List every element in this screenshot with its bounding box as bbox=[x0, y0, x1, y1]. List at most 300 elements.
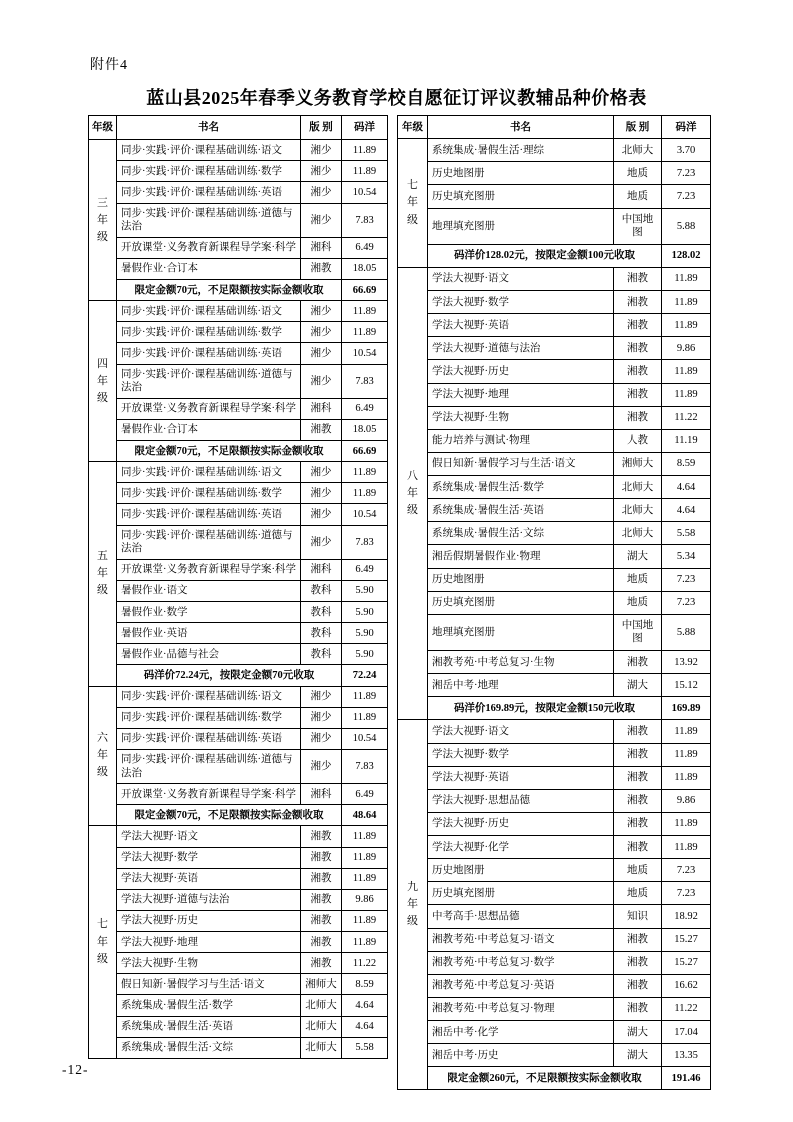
price-cell: 11.19 bbox=[662, 429, 711, 452]
price-cell: 7.23 bbox=[662, 185, 711, 208]
price-cell: 5.90 bbox=[342, 580, 388, 601]
table-row bbox=[398, 859, 711, 882]
price-cell: 11.89 bbox=[662, 360, 711, 383]
book-cell: 学法大视野·数学 bbox=[428, 743, 614, 766]
edition-cell: 湘教 bbox=[614, 928, 662, 951]
table-row bbox=[398, 185, 711, 208]
table-row bbox=[398, 383, 711, 406]
price-cell: 5.88 bbox=[662, 208, 711, 244]
table-row bbox=[398, 429, 711, 452]
book-cell: 地理填充图册 bbox=[428, 614, 614, 650]
table-row bbox=[89, 343, 388, 364]
book-cell: 历史地图册 bbox=[428, 859, 614, 882]
section-footer-label: 码洋价169.89元，按限定金额150元收取 bbox=[428, 697, 662, 720]
price-cell: 11.22 bbox=[342, 953, 388, 974]
edition-cell: 湘少 bbox=[301, 707, 342, 728]
price-cell: 11.89 bbox=[662, 720, 711, 743]
book-cell: 同步·实践·评价·课程基础训练·英语 bbox=[117, 343, 301, 364]
table-row bbox=[398, 337, 711, 360]
price-cell: 11.89 bbox=[662, 383, 711, 406]
page-number: -12- bbox=[62, 1062, 89, 1077]
table-row bbox=[89, 644, 388, 665]
book-cell: 历史填充图册 bbox=[428, 591, 614, 614]
edition-cell: 湘少 bbox=[301, 182, 342, 203]
edition-cell: 湘教 bbox=[614, 720, 662, 743]
section-footer-total: 48.64 bbox=[342, 805, 388, 826]
table-row bbox=[398, 360, 711, 383]
price-cell: 10.54 bbox=[342, 728, 388, 749]
grade-label: 九 年 级 bbox=[398, 720, 428, 1090]
table-row bbox=[89, 868, 388, 889]
table-row bbox=[398, 766, 711, 789]
edition-cell: 湘科 bbox=[301, 398, 342, 419]
table-row bbox=[398, 614, 711, 650]
book-cell: 湘岳中考·历史 bbox=[428, 1044, 614, 1067]
edition-cell: 中国地图 bbox=[614, 614, 662, 650]
table-row bbox=[89, 728, 388, 749]
table-row bbox=[398, 1044, 711, 1067]
price-cell: 11.89 bbox=[662, 314, 711, 337]
edition-cell: 地质 bbox=[614, 162, 662, 185]
edition-cell: 湘少 bbox=[301, 343, 342, 364]
table-row bbox=[89, 258, 388, 279]
table-row bbox=[89, 182, 388, 203]
price-cell: 6.49 bbox=[342, 237, 388, 258]
edition-cell: 地质 bbox=[614, 882, 662, 905]
page-title: 蓝山县2025年春季义务教育学校自愿征订评议教辅品种价格表 bbox=[146, 88, 647, 108]
book-cell: 湘教考苑·中考总复习·英语 bbox=[428, 974, 614, 997]
edition-cell: 北师大 bbox=[301, 1016, 342, 1037]
table-row bbox=[398, 812, 711, 835]
edition-cell: 湘教 bbox=[614, 836, 662, 859]
section-footer-total: 169.89 bbox=[662, 697, 711, 720]
book-cell: 系统集成·暑假生活·文综 bbox=[117, 1037, 301, 1058]
table-row bbox=[398, 476, 711, 499]
book-cell: 学法大视野·化学 bbox=[428, 836, 614, 859]
table-row bbox=[89, 483, 388, 504]
edition-cell: 湘少 bbox=[301, 140, 342, 161]
right-table-body bbox=[398, 139, 711, 1090]
edition-cell: 湘教 bbox=[301, 258, 342, 279]
table-row bbox=[89, 364, 388, 398]
book-cell: 历史填充图册 bbox=[428, 185, 614, 208]
table-row bbox=[398, 951, 711, 974]
price-cell: 9.86 bbox=[342, 889, 388, 910]
book-cell: 同步·实践·评价·课程基础训练·英语 bbox=[117, 728, 301, 749]
price-cell: 7.83 bbox=[342, 749, 388, 783]
book-cell: 系统集成·暑假生活·英语 bbox=[428, 499, 614, 522]
price-cell: 7.83 bbox=[342, 525, 388, 559]
edition-cell: 北师大 bbox=[301, 995, 342, 1016]
table-row bbox=[89, 237, 388, 258]
book-cell: 同步·实践·评价·课程基础训练·语文 bbox=[117, 686, 301, 707]
book-cell: 学法大视野·数学 bbox=[428, 291, 614, 314]
edition-cell: 湘教 bbox=[614, 651, 662, 674]
price-cell: 15.27 bbox=[662, 951, 711, 974]
attachment-label: 附件4 bbox=[90, 58, 128, 73]
header-grade: 年级 bbox=[398, 116, 428, 139]
table-row bbox=[398, 591, 711, 614]
book-cell: 系统集成·暑假生活·数学 bbox=[428, 476, 614, 499]
edition-cell: 教科 bbox=[301, 580, 342, 601]
section-footer-row bbox=[89, 280, 388, 301]
table-row bbox=[398, 208, 711, 244]
edition-cell: 湘少 bbox=[301, 483, 342, 504]
price-cell: 18.92 bbox=[662, 905, 711, 928]
table-row bbox=[89, 686, 388, 707]
edition-cell: 湘少 bbox=[301, 322, 342, 343]
table-row bbox=[89, 580, 388, 601]
edition-cell: 中国地图 bbox=[614, 208, 662, 244]
price-cell: 5.58 bbox=[342, 1037, 388, 1058]
book-cell: 暑假作业·数学 bbox=[117, 602, 301, 623]
edition-cell: 湘教 bbox=[301, 847, 342, 868]
section-footer-label: 限定金额70元，不足限额按实际金额收取 bbox=[117, 805, 342, 826]
edition-cell: 湘少 bbox=[301, 525, 342, 559]
price-cell: 15.12 bbox=[662, 674, 711, 697]
price-cell: 3.70 bbox=[662, 139, 711, 162]
book-cell: 同步·实践·评价·课程基础训练·道德与法治 bbox=[117, 203, 301, 237]
edition-cell: 湘少 bbox=[301, 749, 342, 783]
price-table-left bbox=[88, 115, 388, 1059]
table-row bbox=[398, 651, 711, 674]
book-cell: 学法大视野·历史 bbox=[428, 360, 614, 383]
section-footer-total: 66.69 bbox=[342, 441, 388, 462]
price-cell: 11.89 bbox=[342, 462, 388, 483]
header-edition: 版 别 bbox=[301, 116, 342, 140]
edition-cell: 湘教 bbox=[614, 766, 662, 789]
book-cell: 同步·实践·评价·课程基础训练·语文 bbox=[117, 301, 301, 322]
book-cell: 地理填充图册 bbox=[428, 208, 614, 244]
edition-cell: 北师大 bbox=[614, 476, 662, 499]
section-footer-row bbox=[398, 697, 711, 720]
price-cell: 11.89 bbox=[342, 910, 388, 931]
table-row bbox=[398, 905, 711, 928]
table-row bbox=[89, 602, 388, 623]
table-row bbox=[398, 789, 711, 812]
price-cell: 11.89 bbox=[342, 686, 388, 707]
edition-cell: 湘少 bbox=[301, 203, 342, 237]
header-row bbox=[89, 116, 388, 140]
price-cell: 10.54 bbox=[342, 182, 388, 203]
edition-cell: 湘师大 bbox=[614, 452, 662, 475]
book-cell: 开放课堂·义务教育新课程导学案·科学 bbox=[117, 559, 301, 580]
table-row bbox=[398, 162, 711, 185]
price-cell: 11.89 bbox=[662, 743, 711, 766]
price-cell: 18.05 bbox=[342, 258, 388, 279]
edition-cell: 湘教 bbox=[614, 337, 662, 360]
header-book: 书名 bbox=[117, 116, 301, 140]
price-cell: 11.89 bbox=[342, 826, 388, 847]
price-cell: 5.90 bbox=[342, 623, 388, 644]
book-cell: 学法大视野·历史 bbox=[428, 812, 614, 835]
table-row bbox=[89, 1016, 388, 1037]
section-footer-row bbox=[89, 441, 388, 462]
section-footer-label: 限定金额70元，不足限额按实际金额收取 bbox=[117, 441, 342, 462]
price-cell: 5.58 bbox=[662, 522, 711, 545]
edition-cell: 湘教 bbox=[301, 932, 342, 953]
edition-cell: 地质 bbox=[614, 591, 662, 614]
price-cell: 11.89 bbox=[342, 932, 388, 953]
table-row bbox=[398, 1021, 711, 1044]
edition-cell: 湘科 bbox=[301, 784, 342, 805]
price-cell: 7.83 bbox=[342, 203, 388, 237]
grade-label: 七 年 级 bbox=[89, 826, 117, 1058]
edition-cell: 湖大 bbox=[614, 545, 662, 568]
header-row bbox=[398, 116, 711, 139]
book-cell: 湘教考苑·中考总复习·物理 bbox=[428, 997, 614, 1020]
table-row bbox=[398, 720, 711, 743]
section-footer-total: 128.02 bbox=[662, 244, 711, 267]
price-cell: 10.54 bbox=[342, 504, 388, 525]
price-cell: 11.89 bbox=[662, 836, 711, 859]
edition-cell: 北师大 bbox=[301, 1037, 342, 1058]
edition-cell: 湘教 bbox=[301, 826, 342, 847]
price-cell: 11.89 bbox=[342, 707, 388, 728]
book-cell: 历史地图册 bbox=[428, 568, 614, 591]
price-cell: 11.89 bbox=[342, 161, 388, 182]
book-cell: 系统集成·暑假生活·数学 bbox=[117, 995, 301, 1016]
header-grade: 年级 bbox=[89, 116, 117, 140]
book-cell: 同步·实践·评价·课程基础训练·数学 bbox=[117, 322, 301, 343]
price-cell: 11.22 bbox=[662, 406, 711, 429]
edition-cell: 湘教 bbox=[614, 291, 662, 314]
edition-cell: 湘教 bbox=[614, 743, 662, 766]
book-cell: 同步·实践·评价·课程基础训练·语文 bbox=[117, 462, 301, 483]
table-row bbox=[398, 522, 711, 545]
book-cell: 学法大视野·道德与法治 bbox=[428, 337, 614, 360]
table-row bbox=[89, 974, 388, 995]
section-footer-row bbox=[398, 1067, 711, 1090]
table-row bbox=[398, 974, 711, 997]
price-cell: 7.23 bbox=[662, 162, 711, 185]
book-cell: 暑假作业·品德与社会 bbox=[117, 644, 301, 665]
edition-cell: 湘科 bbox=[301, 559, 342, 580]
price-cell: 8.59 bbox=[342, 974, 388, 995]
edition-cell: 湖大 bbox=[614, 674, 662, 697]
price-table-right bbox=[397, 115, 711, 1090]
edition-cell: 湘少 bbox=[301, 301, 342, 322]
table-row bbox=[89, 462, 388, 483]
edition-cell: 教科 bbox=[301, 602, 342, 623]
price-cell: 11.89 bbox=[342, 483, 388, 504]
book-cell: 学法大视野·英语 bbox=[428, 314, 614, 337]
edition-cell: 湘教 bbox=[614, 997, 662, 1020]
book-cell: 开放课堂·义务教育新课程导学案·科学 bbox=[117, 237, 301, 258]
table-row bbox=[398, 928, 711, 951]
table-row bbox=[89, 525, 388, 559]
price-cell: 11.89 bbox=[342, 868, 388, 889]
table-row bbox=[398, 882, 711, 905]
edition-cell: 湘少 bbox=[301, 462, 342, 483]
tables-container bbox=[88, 115, 711, 1090]
section-footer-label: 限定金额70元，不足限额按实际金额收取 bbox=[117, 280, 342, 301]
edition-cell: 地质 bbox=[614, 185, 662, 208]
table-row bbox=[398, 997, 711, 1020]
section-footer-total: 191.46 bbox=[662, 1067, 711, 1090]
section-footer-total: 72.24 bbox=[342, 665, 388, 686]
edition-cell: 湘教 bbox=[614, 406, 662, 429]
price-cell: 7.23 bbox=[662, 882, 711, 905]
book-cell: 学法大视野·历史 bbox=[117, 910, 301, 931]
book-cell: 同步·实践·评价·课程基础训练·数学 bbox=[117, 161, 301, 182]
edition-cell: 教科 bbox=[301, 644, 342, 665]
table-row bbox=[398, 836, 711, 859]
book-cell: 湘岳中考·化学 bbox=[428, 1021, 614, 1044]
book-cell: 同步·实践·评价·课程基础训练·语文 bbox=[117, 140, 301, 161]
price-cell: 11.89 bbox=[342, 847, 388, 868]
price-cell: 6.49 bbox=[342, 398, 388, 419]
grade-label: 七 年 级 bbox=[398, 139, 428, 268]
table-row bbox=[89, 995, 388, 1016]
grade-label: 四 年 级 bbox=[89, 301, 117, 462]
book-cell: 系统集成·暑假生活·英语 bbox=[117, 1016, 301, 1037]
edition-cell: 知识 bbox=[614, 905, 662, 928]
table-row bbox=[89, 910, 388, 931]
book-cell: 学法大视野·语文 bbox=[428, 720, 614, 743]
edition-cell: 湘教 bbox=[614, 812, 662, 835]
price-cell: 15.27 bbox=[662, 928, 711, 951]
price-cell: 11.89 bbox=[342, 322, 388, 343]
book-cell: 开放课堂·义务教育新课程导学案·科学 bbox=[117, 398, 301, 419]
book-cell: 暑假作业·英语 bbox=[117, 623, 301, 644]
header-price: 码洋 bbox=[342, 116, 388, 140]
price-cell: 5.90 bbox=[342, 644, 388, 665]
price-cell: 11.89 bbox=[662, 267, 711, 290]
table-row bbox=[398, 743, 711, 766]
price-cell: 5.90 bbox=[342, 602, 388, 623]
book-cell: 学法大视野·思想品德 bbox=[428, 789, 614, 812]
book-cell: 假日知新·暑假学习与生活·语文 bbox=[428, 452, 614, 475]
book-cell: 学法大视野·语文 bbox=[117, 826, 301, 847]
book-cell: 暑假作业·合订本 bbox=[117, 419, 301, 440]
table-row bbox=[89, 161, 388, 182]
price-cell: 18.05 bbox=[342, 419, 388, 440]
table-row bbox=[89, 203, 388, 237]
price-cell: 8.59 bbox=[662, 452, 711, 475]
book-cell: 同步·实践·评价·课程基础训练·道德与法治 bbox=[117, 749, 301, 783]
edition-cell: 湘教 bbox=[614, 267, 662, 290]
price-cell: 11.89 bbox=[662, 766, 711, 789]
edition-cell: 湘科 bbox=[301, 237, 342, 258]
table-row bbox=[398, 291, 711, 314]
edition-cell: 湘少 bbox=[301, 364, 342, 398]
table-row bbox=[398, 545, 711, 568]
table-row bbox=[89, 953, 388, 974]
price-cell: 16.62 bbox=[662, 974, 711, 997]
table-row bbox=[398, 568, 711, 591]
table-row bbox=[89, 301, 388, 322]
edition-cell: 湘教 bbox=[301, 868, 342, 889]
book-cell: 学法大视野·英语 bbox=[428, 766, 614, 789]
price-cell: 6.49 bbox=[342, 559, 388, 580]
book-cell: 学法大视野·语文 bbox=[428, 267, 614, 290]
table-row bbox=[89, 932, 388, 953]
table-row bbox=[89, 322, 388, 343]
price-cell: 7.23 bbox=[662, 859, 711, 882]
edition-cell: 湘教 bbox=[614, 951, 662, 974]
table-row bbox=[89, 398, 388, 419]
price-cell: 13.35 bbox=[662, 1044, 711, 1067]
book-cell: 学法大视野·生物 bbox=[428, 406, 614, 429]
edition-cell: 地质 bbox=[614, 568, 662, 591]
table-row bbox=[89, 419, 388, 440]
book-cell: 同步·实践·评价·课程基础训练·数学 bbox=[117, 483, 301, 504]
edition-cell: 湘教 bbox=[301, 419, 342, 440]
price-cell: 11.89 bbox=[342, 140, 388, 161]
edition-cell: 地质 bbox=[614, 859, 662, 882]
section-footer-total: 66.69 bbox=[342, 280, 388, 301]
table-row bbox=[89, 504, 388, 525]
section-footer-label: 限定金额260元，不足限额按实际金额收取 bbox=[428, 1067, 662, 1090]
edition-cell: 湘教 bbox=[614, 789, 662, 812]
price-cell: 10.54 bbox=[342, 343, 388, 364]
price-cell: 7.83 bbox=[342, 364, 388, 398]
section-footer-label: 码洋价128.02元，按限定金额100元收取 bbox=[428, 244, 662, 267]
book-cell: 历史地图册 bbox=[428, 162, 614, 185]
book-cell: 系统集成·暑假生活·文综 bbox=[428, 522, 614, 545]
grade-label: 八 年 级 bbox=[398, 267, 428, 720]
price-cell: 4.64 bbox=[662, 476, 711, 499]
edition-cell: 湘少 bbox=[301, 686, 342, 707]
book-cell: 同步·实践·评价·课程基础训练·道德与法治 bbox=[117, 525, 301, 559]
price-cell: 7.23 bbox=[662, 591, 711, 614]
book-cell: 学法大视野·生物 bbox=[117, 953, 301, 974]
book-cell: 同步·实践·评价·课程基础训练·数学 bbox=[117, 707, 301, 728]
price-cell: 7.23 bbox=[662, 568, 711, 591]
section-footer-label: 码洋价72.24元，按限定金额70元收取 bbox=[117, 665, 342, 686]
price-cell: 9.86 bbox=[662, 337, 711, 360]
edition-cell: 北师大 bbox=[614, 139, 662, 162]
edition-cell: 北师大 bbox=[614, 499, 662, 522]
price-cell: 4.64 bbox=[342, 1016, 388, 1037]
edition-cell: 湘教 bbox=[614, 383, 662, 406]
price-cell: 17.04 bbox=[662, 1021, 711, 1044]
book-cell: 暑假作业·合订本 bbox=[117, 258, 301, 279]
header-book: 书名 bbox=[428, 116, 614, 139]
edition-cell: 湘少 bbox=[301, 504, 342, 525]
price-cell: 11.22 bbox=[662, 997, 711, 1020]
edition-cell: 教科 bbox=[301, 623, 342, 644]
left-table-body bbox=[89, 140, 388, 1059]
table-row bbox=[398, 267, 711, 290]
table-row bbox=[398, 452, 711, 475]
book-cell: 湘岳中考·地理 bbox=[428, 674, 614, 697]
edition-cell: 湘少 bbox=[301, 161, 342, 182]
header-edition: 版 别 bbox=[614, 116, 662, 139]
table-row bbox=[398, 499, 711, 522]
price-cell: 11.89 bbox=[662, 291, 711, 314]
section-footer-row bbox=[398, 244, 711, 267]
price-cell: 5.88 bbox=[662, 614, 711, 650]
book-cell: 同步·实践·评价·课程基础训练·英语 bbox=[117, 182, 301, 203]
edition-cell: 湘教 bbox=[614, 314, 662, 337]
table-row bbox=[89, 559, 388, 580]
book-cell: 湘岳假期暑假作业·物理 bbox=[428, 545, 614, 568]
grade-label: 五 年 级 bbox=[89, 462, 117, 686]
book-cell: 系统集成·暑假生活·理综 bbox=[428, 139, 614, 162]
table-row bbox=[89, 140, 388, 161]
edition-cell: 湘教 bbox=[614, 360, 662, 383]
edition-cell: 北师大 bbox=[614, 522, 662, 545]
price-cell: 6.49 bbox=[342, 784, 388, 805]
grade-label: 三 年 级 bbox=[89, 140, 117, 301]
price-cell: 11.89 bbox=[342, 301, 388, 322]
edition-cell: 湘教 bbox=[301, 910, 342, 931]
book-cell: 历史填充图册 bbox=[428, 882, 614, 905]
table-row bbox=[89, 1037, 388, 1058]
book-cell: 中考高手·思想品德 bbox=[428, 905, 614, 928]
